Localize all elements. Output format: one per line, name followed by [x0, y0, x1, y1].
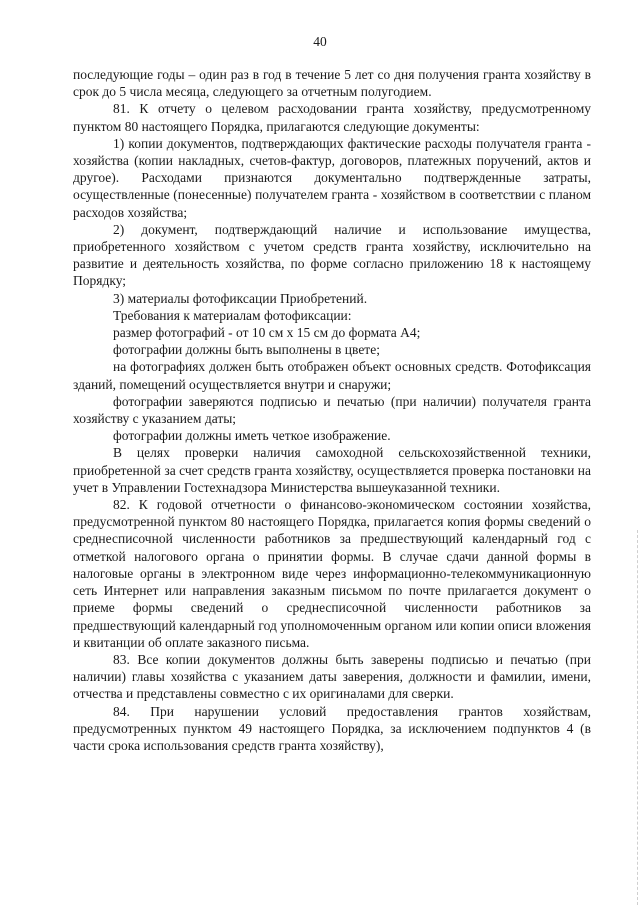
paragraph-84: 84. При нарушении условий предоставления грантов хозяйствам, предусмотренных пунктом 49 настоящего Порядка, за исключением подпунктов 4 (в части срока использования средств гранта хозяйству),	[73, 703, 591, 753]
paragraph-technique-check: В целях проверки наличия самоходной сельскохозяйственной техники, приобретенной за счет средств гранта хозяйству, осуществляется проверка постановки на учет в Управлении Гостехнадзора Министерства вышеуказанной техники.	[73, 445, 591, 495]
scan-edge-line	[636, 530, 638, 905]
paragraph-81-item-3: 3) материалы фотофиксации Приобретений.	[113, 290, 368, 306]
photo-requirement: фотографии должны быть выполнены в цвете;	[113, 342, 380, 358]
paragraph-82: 82. К годовой отчетности о финансово-экономическом состоянии хозяйства, предусмотренной пунктом 80 настоящего Порядка, прилагается копия формы сведений о среднесписочной численности работников за предшествующий календарный год с отметкой налогового органа о принятии формы. В случае сдачи данной формы в налоговые органы в электронном виде через информационно-телекоммуникационную сеть Интернет или направления заказным письмом по почте прилагается документ о приеме формы сведений о среднесписочной численности работников за предшествующий календарный год уполномоченным органом или копии описи вложения и квитанции об оплате заказного письма.	[73, 497, 591, 650]
document-body	[73, 66, 591, 754]
paragraph-81-item-1: 1) копии документов, подтверждающих фактические расходы получателя гранта - хозяйства (копии накладных, счетов-фактур, договоров, платежных поручений, актов и другое). Расходами признаются документально подтвержденные затраты, осуществленные (понесенные) получателем гранта - хозяйством в соответствии с планом расходов хозяйства;	[73, 135, 591, 220]
page-number: 40	[313, 34, 327, 49]
photo-requirement: фотографии заверяются подписью и печатью (при наличии) получателя гранта хозяйству с указанием даты;	[73, 393, 591, 427]
photo-requirements-heading: Требования к материалам фотофиксации:	[113, 307, 352, 323]
photo-requirement: размер фотографий - от 10 см х 15 см до формата А4;	[113, 325, 421, 341]
paragraph: последующие годы – один раз в год в течение 5 лет со дня получения гранта хозяйству в срок до 5 числа месяца, следующего за отчетным полугодием.	[73, 67, 591, 100]
paragraph-81-item-2: 2) документ, подтверждающий наличие и использование имущества, приобретенного хозяйством с учетом средств гранта хозяйству, исключительно на развитие и деятельность хозяйства, по форме согласно приложению 18 к настоящему Порядку;	[73, 221, 591, 289]
paragraph-83: 83. Все копии документов должны быть заверены подписью и печатью (при наличии) главы хозяйства с указанием даты заверения, должности и фамилии, имени, отчества и представлены совместно с их оригиналами для сверки.	[73, 651, 591, 702]
photo-requirement: фотографии должны иметь четкое изображение.	[113, 428, 391, 444]
photo-requirement: на фотографиях должен быть отображен объект основных средств. Фотофиксация зданий, помещений осуществляется внутри и снаружи;	[73, 359, 591, 392]
paragraph-81: 81. К отчету о целевом расходовании гранта хозяйству, предусмотренному пунктом 80 настоящего Порядка, прилагаются следующие документы:	[73, 101, 591, 134]
